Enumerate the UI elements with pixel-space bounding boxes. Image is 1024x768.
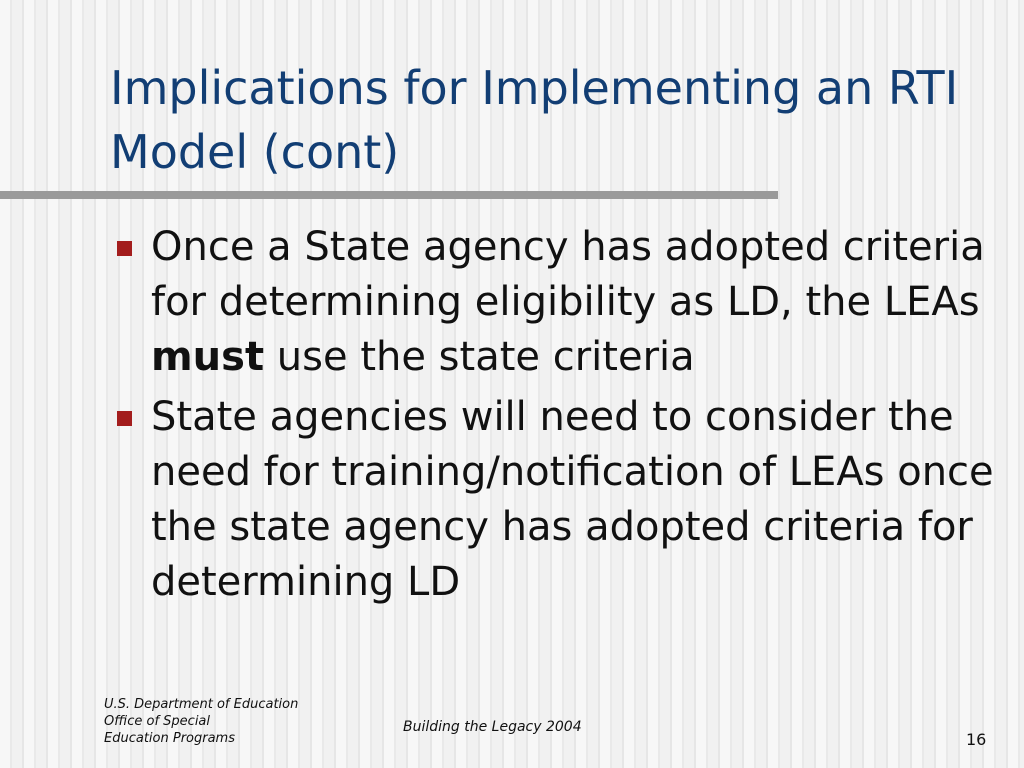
- bullet-text: State agencies will need to consider the need for training/notification of LEAs once the state agency has adopted criteria for determining LD: [151, 394, 994, 605]
- bullet-item: [114, 390, 994, 610]
- footer-org-line: Education Programs: [104, 731, 235, 746]
- bullet-text: [151, 224, 985, 380]
- square-bullet-icon: [117, 241, 132, 256]
- bullet-text-before: Once a State agency has adopted criteria for determining eligibility as LD, the LEAs: [151, 224, 985, 325]
- bullet-text-after: use the state criteria: [264, 334, 695, 380]
- page-number: 16: [966, 730, 987, 749]
- footer-organization: [104, 696, 298, 747]
- title-divider: [0, 191, 778, 199]
- bullet-emphasis: must: [151, 334, 265, 380]
- footer-org-line: U.S. Department of Education: [104, 697, 299, 712]
- footer-org-line: Office of Special: [104, 714, 211, 729]
- footer-event-name: Building the Legacy 2004: [403, 719, 582, 735]
- slide-title: Implications for Implementing an RTI Model (cont): [110, 61, 959, 179]
- bullet-item: [114, 220, 994, 385]
- bullet-list: [114, 220, 994, 615]
- square-bullet-icon: [117, 411, 132, 426]
